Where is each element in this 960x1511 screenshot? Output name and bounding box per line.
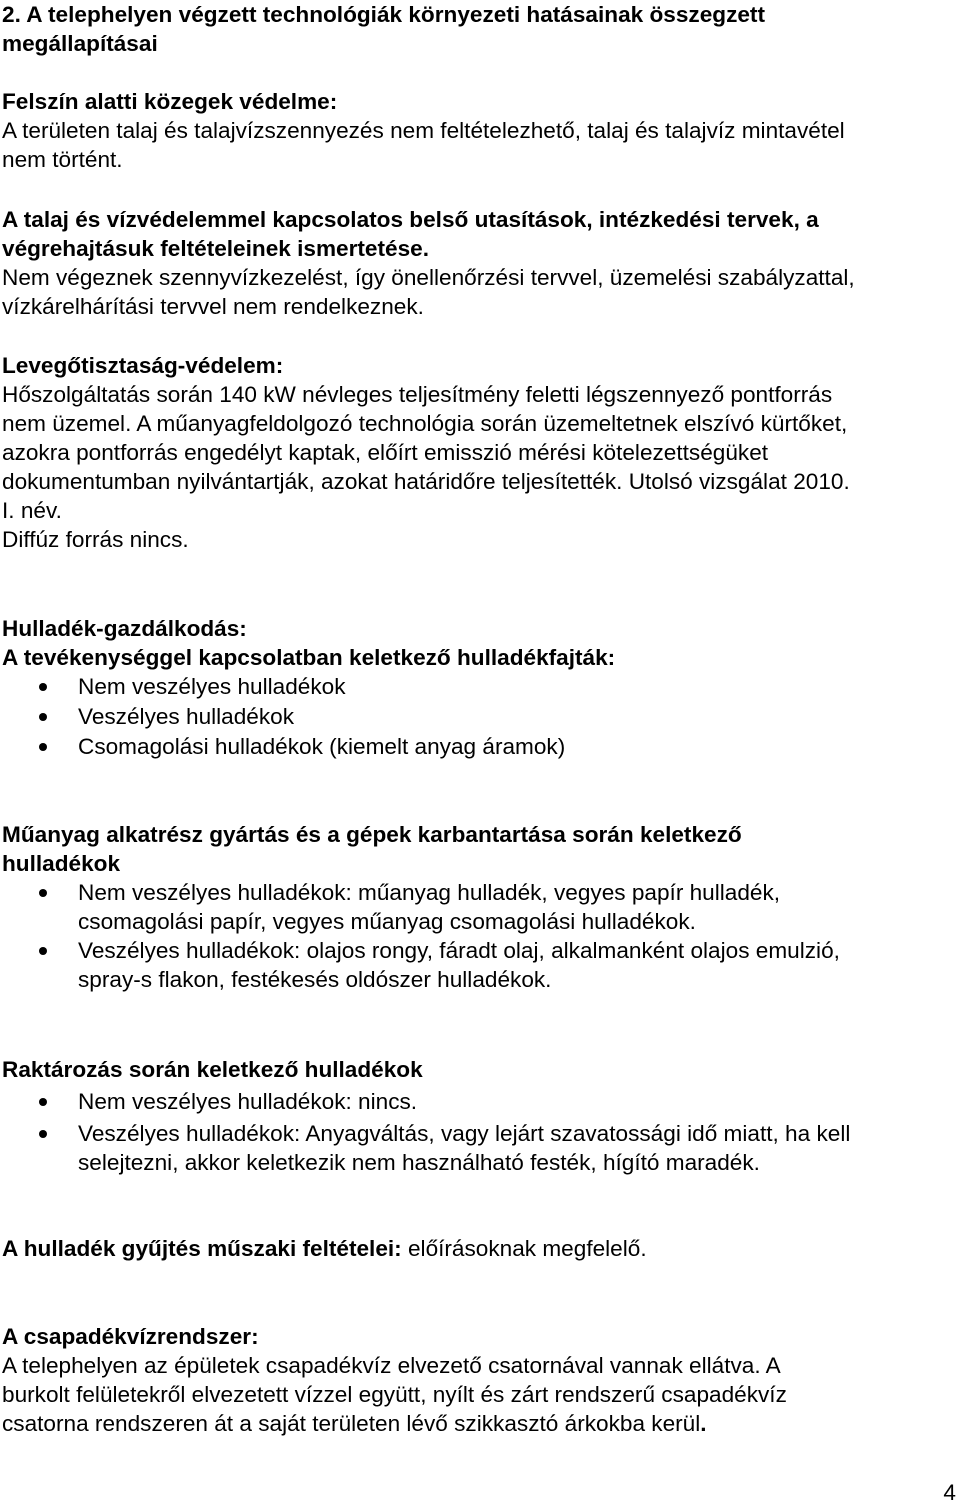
air-line-5: I. név. (2, 498, 62, 523)
storage-item-1: Nem veszélyes hulladékok: nincs. (78, 1089, 418, 1114)
production-item-2-line-2: spray-s flakon, festékesés oldószer hulladékok. (78, 967, 552, 992)
page-number: 4 (943, 1480, 956, 1505)
collection-label: A hulladék gyűjtés műszaki feltételei: (2, 1236, 402, 1261)
bullet (39, 947, 47, 955)
storage-item-2-line-1: Veszélyes hulladékok: Anyagváltás, vagy lejárt szavatossági idő miatt, ha kell (78, 1121, 851, 1146)
bullet (39, 683, 47, 691)
air-line-6: Diffúz forrás nincs. (2, 527, 189, 552)
waste-type-item: Nem veszélyes hulladékok (78, 674, 346, 699)
bullet (39, 889, 47, 897)
production-heading-line-1: Műanyag alkatrész gyártás és a gépek karbantartása során keletkező (2, 822, 742, 847)
production-item-1-line-2: csomagolási papír, vegyes műanyag csomagolási hulladékok. (78, 909, 696, 934)
soil-water-text-line-2: vízkárelhárítási tervvel nem rendelkeznek. (2, 294, 424, 319)
waste-subheading: A tevékenységgel kapcsolatban keletkező hulladékfajták: (2, 645, 616, 670)
section-title-line-1: 2. A telephelyen végzett technológiák környezeti hatásainak összegzett (2, 2, 765, 27)
production-item-1-line-1: Nem veszélyes hulladékok: műanyag hulladék, vegyes papír hulladék, (78, 880, 781, 905)
bullet (39, 1130, 47, 1138)
air-line-4: dokumentumban nyilvántartják, azokat határidőre teljesítették. Utolsó vizsgálat 2010. (2, 469, 850, 494)
rainwater-line-1: A telephelyen az épületek csapadékvíz elvezető csatornával vannak ellátva. A (2, 1353, 781, 1378)
section-title-line-2: megállapításai (2, 31, 158, 56)
subsurface-text-line-2: nem történt. (2, 147, 123, 172)
bullet (39, 713, 47, 721)
soil-water-heading-line-2: végrehajtásuk feltételeinek ismertetése. (2, 236, 429, 261)
rainwater-line-3 (2, 1409, 707, 1438)
bullet (39, 1098, 47, 1106)
rainwater-line-3-text: csatorna rendszeren át a saját területen lévő szikkasztó árkokba kerül (2, 1411, 701, 1436)
storage-heading: Raktározás során keletkező hulladékok (2, 1057, 423, 1082)
soil-water-heading-line-1: A talaj és vízvédelemmel kapcsolatos belső utasítások, intézkedési tervek, a (2, 207, 819, 232)
production-item-2-line-1: Veszélyes hulladékok: olajos rongy, fáradt olaj, alkalmanként olajos emulzió, (78, 938, 840, 963)
soil-water-text-line-1: Nem végeznek szennyvízkezelést, így önellenőrzési tervvel, üzemelési szabályzattal, (2, 265, 855, 290)
air-line-3: azokra pontforrás engedélyt kaptak, előírt emisszió mérési kötelezettségüket (2, 440, 769, 465)
rainwater-heading: A csapadékvízrendszer: (2, 1324, 259, 1349)
rainwater-line-2: burkolt felületekről elvezetett vízzel együtt, nyílt és zárt rendszerű csapadékvíz (2, 1382, 787, 1407)
subsurface-heading: Felszín alatti közegek védelme: (2, 89, 338, 114)
air-heading: Levegőtisztaság-védelem: (2, 353, 284, 378)
bullet (39, 743, 47, 751)
rainwater-line-3-end: . (700, 1411, 707, 1436)
waste-heading: Hulladék-gazdálkodás: (2, 616, 247, 641)
collection-value: előírásoknak megfelelő. (401, 1236, 647, 1261)
waste-type-item: Csomagolási hulladékok (kiemelt anyag áramok) (78, 734, 566, 759)
subsurface-text-line-1: A területen talaj és talajvízszennyezés nem feltételezhető, talaj és talajvíz mintavétel (2, 118, 845, 143)
collection-line (2, 1234, 647, 1263)
production-heading-line-2: hulladékok (2, 851, 121, 876)
air-line-1: Hőszolgáltatás során 140 kW névleges teljesítmény feletti légszennyező pontforrás (2, 382, 833, 407)
waste-type-item: Veszélyes hulladékok (78, 704, 295, 729)
storage-item-2-line-2: selejtezni, akkor keletkezik nem használható festék, hígító maradék. (78, 1150, 760, 1175)
air-line-2: nem üzemel. A műanyagfeldolgozó technológia során üzemeltetnek elszívó kürtőket, (2, 411, 848, 436)
